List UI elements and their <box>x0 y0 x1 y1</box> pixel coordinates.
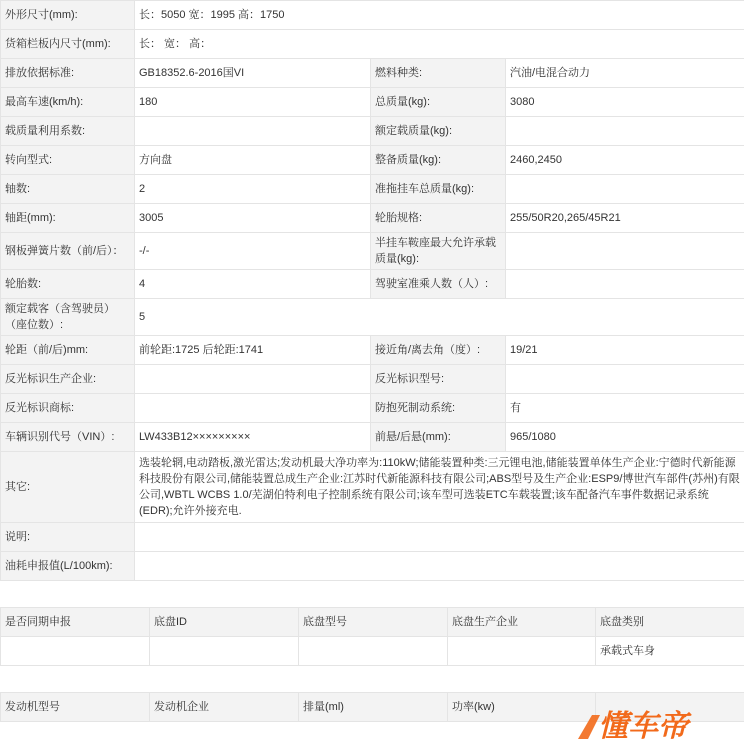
gross-label: 总质量(kg): <box>371 88 506 117</box>
seats-value: 5 <box>135 299 744 336</box>
chassis-header-model: 底盘型号 <box>299 608 448 637</box>
speed-value: 180 <box>135 88 371 117</box>
chassis-data-row <box>1 637 744 666</box>
gross-value: 3080 <box>506 88 744 117</box>
watermark-logo <box>572 703 744 740</box>
track-label: 轮距（前/后)mm: <box>1 336 135 365</box>
chassis-header-id: 底盘ID <box>150 608 299 637</box>
engine-header-model: 发动机型号 <box>1 693 150 722</box>
dims-label: 外形尺寸(mm): <box>1 1 135 30</box>
wheelbase-label: 轴距(mm): <box>1 204 135 233</box>
overhang-label: 前悬/后悬(mm): <box>371 423 506 452</box>
chassis-header-type: 底盘类别 <box>596 608 744 637</box>
axles-label: 轴数: <box>1 175 135 204</box>
angle-label: 接近角/离去角（度）: <box>371 336 506 365</box>
cab-value <box>506 270 744 299</box>
section-gap <box>0 581 744 607</box>
row-wheelbase <box>1 204 744 233</box>
emission-label: 排放依据标准: <box>1 59 135 88</box>
loadcoef-label: 载质量利用系数: <box>1 117 135 146</box>
saddle-value <box>506 233 744 270</box>
curb-label: 整备质量(kg): <box>371 146 506 175</box>
chassis-header-maker: 底盘生产企业 <box>448 608 596 637</box>
chassis-cell-type: 承载式车身 <box>596 637 744 666</box>
track-value: 前轮距:1725 后轮距:1741 <box>135 336 371 365</box>
abs-value: 有 <box>506 394 744 423</box>
watermark-text: 懂车帝 <box>598 710 688 740</box>
note-value <box>135 523 744 552</box>
note-label: 说明: <box>1 523 135 552</box>
tires-label: 轮胎数: <box>1 270 135 299</box>
row-tires <box>1 270 744 299</box>
steering-label: 转向型式: <box>1 146 135 175</box>
fuel-label: 燃料种类: <box>371 59 506 88</box>
cargo-label: 货箱栏板内尺寸(mm): <box>1 30 135 59</box>
seats-label: 额定载客（含驾驶员）（座位数）: <box>1 299 135 336</box>
row-steering <box>1 146 744 175</box>
row-cargo <box>1 30 744 59</box>
fuelcons-label: 油耗申报值(L/100km): <box>1 552 135 581</box>
row-reflector-maker <box>1 365 744 394</box>
loadcoef-value <box>135 117 371 146</box>
reflmodel-label: 反光标识型号: <box>371 365 506 394</box>
other-value: 选装轮辋,电动踏板,激光雷达;发动机最大净功率为:110kW;储能装置种类:三元锂电池,储能装置单体生产企业:宁德时代新能源科技股份有限公司,储能装置总成生产企业:江苏时代新能源科技有限公司;ABS型号及生产企业:ESP9/博世汽车部件(苏州)有限公司,WBTL WCBS 1.0/芜湖伯特利电子控制系统有限公司;该车型可选装ETC车载装置;该车配备汽车事件数据记录系统(EDR);允许外接充电. <box>135 452 744 523</box>
steering-value: 方向盘 <box>135 146 371 175</box>
tires-value: 4 <box>135 270 371 299</box>
reflmark-label: 反光标识商标: <box>1 394 135 423</box>
speed-label: 最高车速(km/h): <box>1 88 135 117</box>
engine-header-maker: 发动机企业 <box>150 693 299 722</box>
spring-value: -/- <box>135 233 371 270</box>
reflmaker-value <box>135 365 371 394</box>
spring-label: 钢板弹簧片数（前/后）： <box>1 233 135 270</box>
reflmaker-label: 反光标识生产企业: <box>1 365 135 394</box>
curb-value: 2460,2450 <box>506 146 744 175</box>
fuelcons-value <box>135 552 744 581</box>
chassis-cell-id <box>150 637 299 666</box>
row-note <box>1 523 744 552</box>
cargo-value: 长： 宽： 高： <box>135 30 744 59</box>
vin-label: 车辆识别代号（VIN）: <box>1 423 135 452</box>
tire-label: 轮胎规格: <box>371 204 506 233</box>
reflmark-value <box>135 394 371 423</box>
chassis-cell-model <box>299 637 448 666</box>
row-vin <box>1 423 744 452</box>
chassis-header-sync: 是否同期申报 <box>1 608 150 637</box>
row-axles <box>1 175 744 204</box>
ratedload-value <box>506 117 744 146</box>
reflmodel-value <box>506 365 744 394</box>
axles-value: 2 <box>135 175 371 204</box>
ratedload-label: 额定载质量(kg): <box>371 117 506 146</box>
chassis-table <box>0 607 744 666</box>
section-gap-2 <box>0 666 744 692</box>
row-emission <box>1 59 744 88</box>
emission-value: GB18352.6-2016国VI <box>135 59 371 88</box>
overhang-value: 965/1080 <box>506 423 744 452</box>
engine-header-displacement: 排量(ml) <box>299 693 448 722</box>
row-spring <box>1 233 744 270</box>
row-track <box>1 336 744 365</box>
row-fuel-consumption <box>1 552 744 581</box>
chassis-cell-maker <box>448 637 596 666</box>
other-label: 其它: <box>1 452 135 523</box>
trailer-label: 准拖挂车总质量(kg): <box>371 175 506 204</box>
row-other <box>1 452 744 523</box>
engine-header-power: 功率(kw) <box>448 693 596 722</box>
cab-label: 驾驶室准乘人数（人）: <box>371 270 506 299</box>
row-reflector-mark <box>1 394 744 423</box>
fuel-value: 汽油/电混合动力 <box>506 59 744 88</box>
angle-value: 19/21 <box>506 336 744 365</box>
row-loadcoef <box>1 117 744 146</box>
chassis-cell-sync <box>1 637 150 666</box>
trailer-value <box>506 175 744 204</box>
tire-value: 255/50R20,265/45R21 <box>506 204 744 233</box>
dims-value: 长：5050 宽：1995 高：1750 <box>135 1 744 30</box>
abs-label: 防抱死制动系统: <box>371 394 506 423</box>
saddle-label: 半挂车鞍座最大允许承载质量(kg): <box>371 233 506 270</box>
watermark-logo-icon <box>572 703 744 740</box>
chassis-header-row <box>1 608 744 637</box>
wheelbase-value: 3005 <box>135 204 371 233</box>
vin-value: LW433B12××××××××× <box>135 423 371 452</box>
row-dimensions <box>1 1 744 30</box>
row-speed <box>1 88 744 117</box>
row-seats <box>1 299 744 336</box>
